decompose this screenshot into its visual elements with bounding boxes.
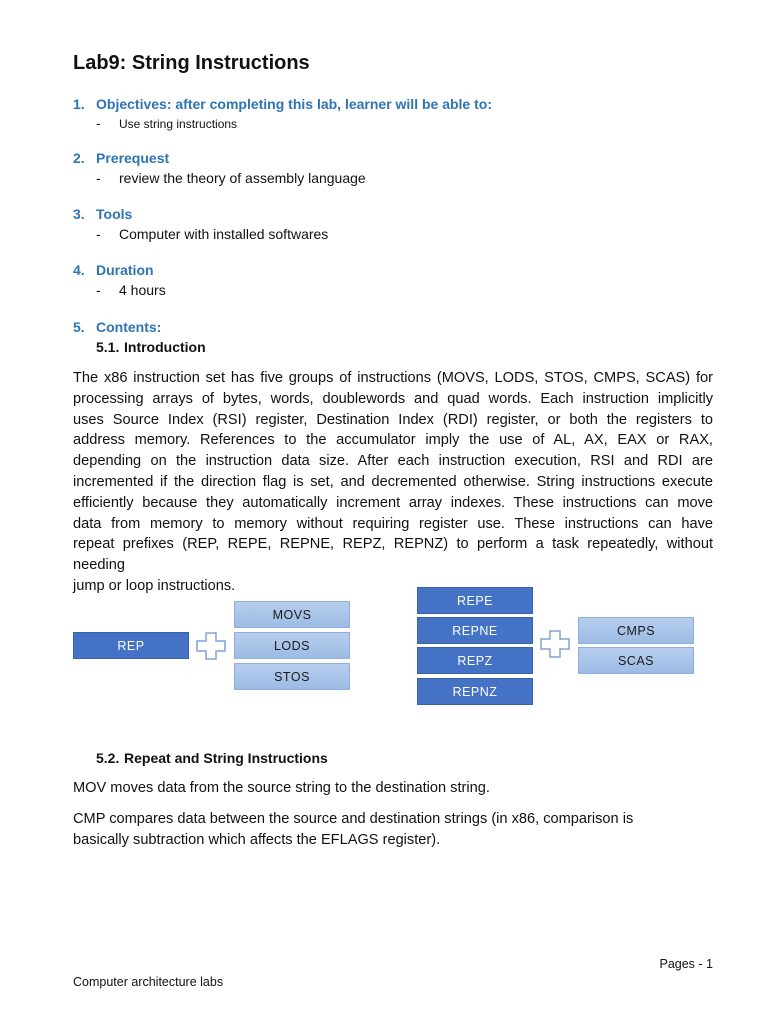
bullet-dash: - xyxy=(96,115,101,131)
section-1-number: 1. xyxy=(73,96,85,112)
section-5-number: 5. xyxy=(73,319,85,335)
section-3-title: Tools xyxy=(96,206,133,222)
section-1-item: Use string instructions xyxy=(119,117,238,131)
section-5-title: Contents: xyxy=(96,319,162,335)
intro-line: jump or loop instructions. xyxy=(73,577,236,594)
subsection-5-1-title: Introduction xyxy=(124,339,206,355)
intro-line: efficiently because they automatically increment array indexes. These instructions can move xyxy=(73,494,713,511)
intro-line: uses Source Index (RSI) register, Destination Index (RDI) register, or both the registers to xyxy=(73,411,713,428)
cmps-box: CMPS xyxy=(578,617,694,644)
intro-paragraph xyxy=(73,368,713,597)
plus-icon xyxy=(539,629,571,659)
cmp-line: CMP compares data between the source and destination strings (in x86, comparison is xyxy=(73,811,634,827)
section-4-number: 4. xyxy=(73,262,85,278)
section-3-item: Computer with installed softwares xyxy=(119,226,329,242)
repne-box: REPNE xyxy=(417,617,533,644)
intro-line: data from memory to memory without requiring register use. These instructions can have xyxy=(73,515,713,532)
section-1-title: Objectives: after completing this lab, learner will be able to: xyxy=(96,96,492,112)
section-4-title: Duration xyxy=(96,262,154,278)
rep-box: REP xyxy=(73,632,189,659)
cmp-line: basically subtraction which affects the EFLAGS register). xyxy=(73,832,441,848)
intro-line: The x86 instruction set has five groups of instructions (MOVS, LODS, STOS, CMPS, SCAS) for xyxy=(73,370,713,386)
section-3-number: 3. xyxy=(73,206,85,222)
mov-paragraph: MOV moves data from the source string to the destination string. xyxy=(73,780,490,796)
bullet-dash: - xyxy=(96,226,101,242)
section-4-item: 4 hours xyxy=(119,282,166,298)
intro-line: depending on the instruction data size. After each instruction execution, RSI and RDI are xyxy=(73,453,713,470)
scas-box: SCAS xyxy=(578,647,694,674)
plus-icon xyxy=(195,631,227,661)
page-number: Pages - 1 xyxy=(659,957,713,971)
subsection-5-2-number: 5.2. xyxy=(96,750,120,766)
section-2-item: review the theory of assembly language xyxy=(119,170,366,186)
bullet-dash: - xyxy=(96,170,101,186)
intro-line: incremented if the direction flag is set, and decremented otherwise. String instructions execute xyxy=(73,473,713,490)
section-2-number: 2. xyxy=(73,150,85,166)
subsection-5-1-number: 5.1. xyxy=(96,339,120,355)
stos-box: STOS xyxy=(234,663,350,690)
movs-box: MOVS xyxy=(234,601,350,628)
intro-line: address memory. References to the accumulator imply the use of AL, AX, EAX or RAX, xyxy=(73,432,713,449)
lods-box: LODS xyxy=(234,632,350,659)
intro-line: repeat prefixes (REP, REPE, REPNE, REPZ, REPNZ) to perform a task repeatedly, without needing xyxy=(73,536,713,574)
repnz-box: REPNZ xyxy=(417,678,533,705)
subsection-5-2-title: Repeat and String Instructions xyxy=(124,750,328,766)
intro-line: processing arrays of bytes, words, doublewords and quad words. Each instruction implicitly xyxy=(73,390,713,407)
section-2-title: Prerequest xyxy=(96,150,170,166)
cmp-paragraph xyxy=(73,809,713,851)
repe-box: REPE xyxy=(417,587,533,614)
page-title: Lab9: String Instructions xyxy=(73,52,310,74)
footer-text: Computer architecture labs xyxy=(73,975,224,989)
repz-box: REPZ xyxy=(417,647,533,674)
bullet-dash: - xyxy=(96,282,101,298)
